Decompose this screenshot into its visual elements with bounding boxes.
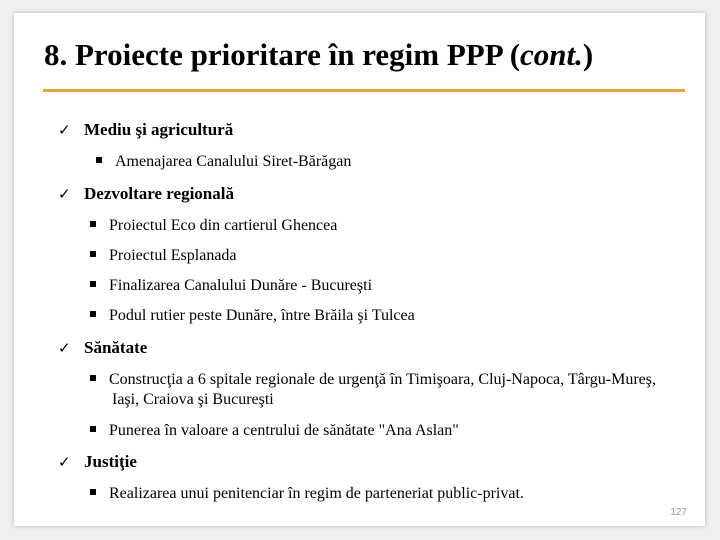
- section-label: Dezvoltare regională: [84, 184, 234, 203]
- list-item: [90, 484, 524, 504]
- square-bullet-icon: [90, 251, 96, 257]
- check-icon: ✓: [58, 339, 71, 357]
- list-item-text: Construcţia a 6 spitale regionale de urgenţă în Timişoara, Cluj-Napoca, Târgu-Mureş, Iaşi, Craiova şi Bucureşti: [109, 371, 656, 408]
- list-item: [90, 370, 672, 410]
- list-item: [96, 152, 351, 172]
- square-bullet-icon: [90, 489, 96, 495]
- title-close: ): [582, 37, 594, 72]
- section-label: Justiţie: [84, 452, 137, 471]
- list-item: [90, 216, 337, 236]
- list-item-text: Punerea în valoare a centrului de sănătate "Ana Aslan": [109, 422, 459, 439]
- square-bullet-icon: [90, 311, 96, 317]
- section-heading-dezvoltare: [58, 184, 234, 204]
- list-item: [90, 246, 237, 266]
- square-bullet-icon: [90, 375, 96, 381]
- list-item: [90, 421, 459, 441]
- slide: [14, 13, 705, 526]
- page-number: 127: [670, 507, 687, 518]
- list-item-text: Realizarea unui penitenciar în regim de parteneriat public-privat.: [109, 485, 524, 502]
- section-label: Sănătate: [84, 338, 148, 357]
- list-item-text: Proiectul Eco din cartierul Ghencea: [109, 217, 338, 234]
- list-item-text: Amenajarea Canalului Siret-Bărăgan: [115, 153, 352, 170]
- square-bullet-icon: [90, 426, 96, 432]
- check-icon: ✓: [58, 453, 71, 471]
- list-item-text: Finalizarea Canalului Dunăre - Bucureşti: [109, 277, 373, 294]
- slide-content: [14, 13, 705, 526]
- title-main: 8. Proiecte prioritare în regim PPP (: [44, 37, 521, 72]
- section-label: Mediu şi agricultură: [84, 120, 234, 139]
- list-item: [90, 306, 415, 326]
- list-item: [90, 276, 372, 296]
- list-item-text: Podul rutier peste Dunăre, între Brăila şi Tulcea: [109, 307, 415, 324]
- square-bullet-icon: [90, 281, 96, 287]
- square-bullet-icon: [96, 157, 102, 163]
- section-heading-mediu: [58, 120, 233, 140]
- section-heading-sanatate: [58, 338, 147, 358]
- list-item-text: Proiectul Esplanada: [109, 247, 237, 264]
- title-italic: cont.: [520, 37, 583, 72]
- check-icon: ✓: [58, 121, 71, 139]
- square-bullet-icon: [90, 221, 96, 227]
- section-heading-justitie: [58, 452, 137, 472]
- check-icon: ✓: [58, 185, 71, 203]
